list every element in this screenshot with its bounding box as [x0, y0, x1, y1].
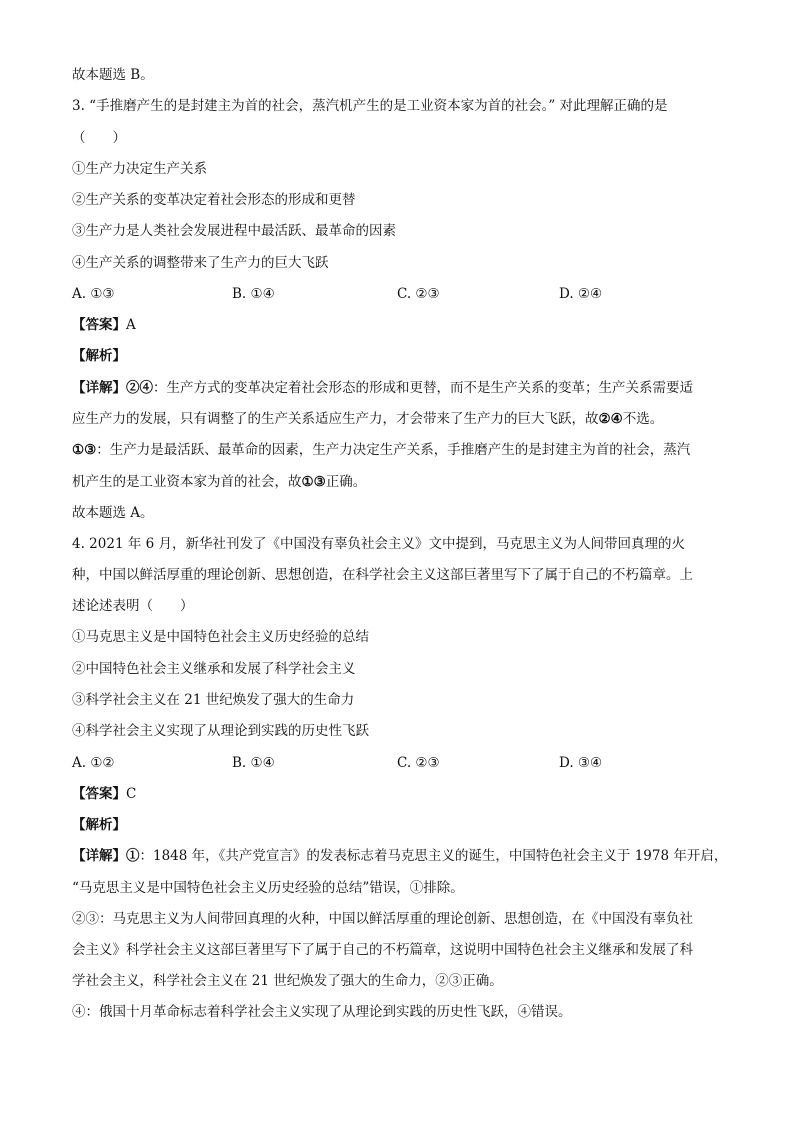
q4-stem-line-3: 述论述表明（ ） [72, 598, 194, 614]
q3-detail-line-2 [72, 410, 722, 428]
q3-statement-4: ④生产关系的调整带来了生产力的巨大飞跃 [72, 255, 329, 271]
q3-detail2-mark: ①③ [72, 442, 97, 458]
q4-analysis-tag: 【解析】 [72, 817, 126, 833]
q3-detail1-text-d: 不选。 [622, 411, 664, 427]
q4-option-a: A. ①② [72, 755, 115, 771]
q2-conclusion: 故本题选 B。 [72, 67, 154, 83]
q3-detail1-text: ：生产方式的变革决定着社会形态的形成和更替，而不是生产关系的变革；生产关系需要适 [153, 380, 693, 396]
q4-detail-line-1 [72, 847, 728, 865]
q4-statement-3: ③科学社会主义在 21 世纪焕发了强大的生命力 [72, 692, 355, 708]
q4-stem-line-1: 4. 2021 年 6 月，新华社刊发了《中国没有辜负社会主义》文中提到，马克思主义为人间带回真理的火 [72, 536, 685, 552]
q4-answer-tag: 【答案】 [72, 786, 126, 802]
q4-option-d: D. ③④ [559, 755, 603, 771]
q4-statement-2: ②中国特色社会主义继承和发展了科学社会主义 [72, 661, 356, 677]
q3-option-a: A. ①③ [72, 286, 115, 302]
q4-detail-line-4: 会主义》科学社会主义这部巨著里写下了属于自己的不朽篇章，这说明中国特色社会主义继承和发展了科 [72, 942, 693, 958]
q4-statement-1: ①马克思主义是中国特色社会主义历史经验的总结 [72, 629, 369, 645]
q3-detail-tag: 【详解】 [72, 380, 126, 396]
q3-detail2-text-b: 机产生的是工业资本家为首的社会，故 [72, 474, 302, 490]
q4-stem-line-2: 种，中国以鲜活厚重的理论创新、思想创造，在科学社会主义这部巨著里写下了属于自己的不朽篇章。上 [72, 567, 693, 583]
q3-conclusion: 故本题选 A。 [72, 505, 154, 521]
q3-option-d: D. ②④ [559, 286, 603, 302]
q3-stem-line-2: （ ） [72, 130, 126, 146]
q4-options [72, 754, 722, 772]
q4-statement-4: ④科学社会主义实现了从理论到实践的历史性飞跃 [72, 723, 369, 739]
q3-analysis-tag: 【解析】 [72, 348, 126, 364]
q3-detail1-mark: ②④ [126, 380, 153, 396]
q3-detail-line-3 [72, 441, 722, 459]
q4-detail-line-5: 学社会主义，科学社会主义在 21 世纪焕发了强大的生命力，②③正确。 [72, 973, 503, 989]
q3-detail1-mark-c: ②④ [598, 411, 623, 427]
q4-option-b: B. ①④ [232, 755, 275, 771]
q3-detail2-mark-c: ①③ [301, 474, 326, 490]
q3-answer-value: A [126, 317, 136, 333]
q3-option-b: B. ①④ [232, 286, 275, 302]
q4-detail-line-3: ②③：马克思主义为人间带回真理的火种，中国以鲜活厚重的理论创新、思想创造，在《中国没有辜负社 [72, 911, 693, 927]
q3-statement-1: ①生产力决定生产关系 [72, 161, 207, 177]
q4-option-c: C. ②③ [397, 755, 440, 771]
q3-options [72, 285, 722, 303]
q3-detail-line-4 [72, 473, 722, 491]
q3-detail2-text: ：生产力是最活跃、最革命的因素，生产力决定生产关系，手推磨产生的是封建主为首的社会，蒸汽 [96, 442, 691, 458]
q3-stem-line-1: 3. “手推磨产生的是封建主为首的社会，蒸汽机产生的是工业资本家为首的社会。” 对此理解正确的是 [72, 98, 668, 114]
q3-detail1-text-b: 应生产力的发展，只有调整了的生产关系适应生产力，才会带来了生产力的巨大飞跃，故 [72, 411, 599, 427]
q3-answer-tag: 【答案】 [72, 317, 126, 333]
q4-detail-tag: 【详解】 [72, 848, 126, 864]
q3-detail2-text-d: 正确。 [325, 474, 367, 490]
q4-answer [72, 785, 722, 803]
q4-detail-line-2: “马克思主义是中国特色社会主义历史经验的总结”错误，①排除。 [72, 880, 464, 896]
q3-answer [72, 316, 722, 334]
q3-detail-line-1 [72, 379, 722, 397]
q3-option-c: C. ②③ [397, 286, 440, 302]
q4-answer-value: C [126, 786, 137, 802]
q4-detail1-mark: ① [126, 848, 140, 864]
q3-statement-2: ②生产关系的变革决定着社会形态的形成和更替 [72, 192, 356, 208]
q3-statement-3: ③生产力是人类社会发展进程中最活跃、最革命的因素 [72, 223, 396, 239]
q4-detail-line-6: ④：俄国十月革命标志着科学社会主义实现了从理论到实践的历史性飞跃，④错误。 [72, 1004, 572, 1020]
q4-detail1-text: ：1848 年，《共产党宣言》的发表标志着马克思主义的诞生，中国特色社会主义于 1978 年开启， [139, 848, 728, 864]
